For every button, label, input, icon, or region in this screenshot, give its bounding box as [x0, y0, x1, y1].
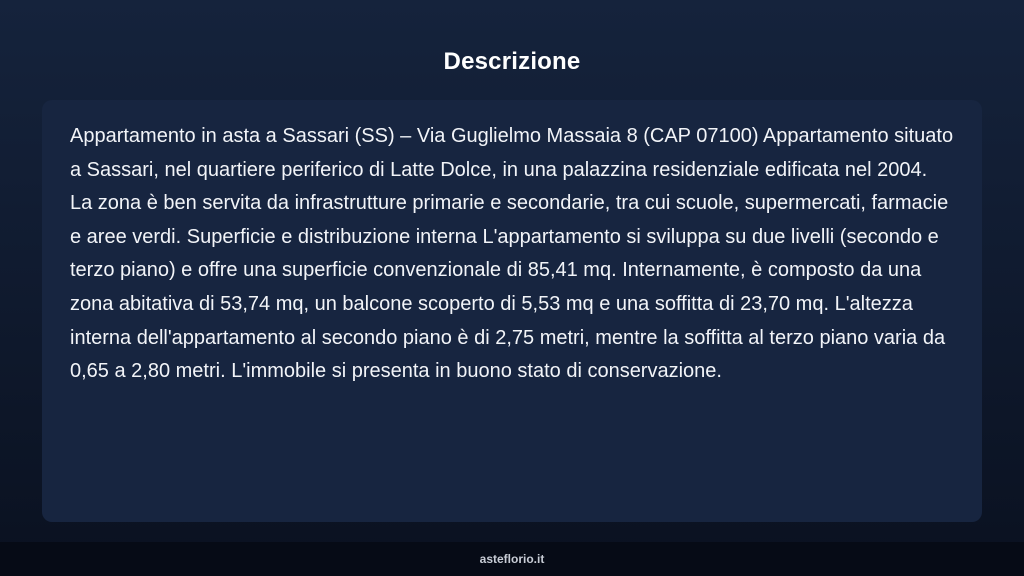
description-text: Appartamento in asta a Sassari (SS) – Via Guglielmo Massaia 8 (CAP 07100) Appartamento situato a Sassari, nel quartiere periferico di Latte Dolce, in una palazzina residenziale edificata nel 2004. La zona è ben servita da infrastrutture primarie e secondarie, tra cui scuole, supermercati, farmacie e aree verdi. Superficie e distribuzione interna L'appartamento si sviluppa su due livelli (secondo e terzo piano) e offre una superficie convenzionale di 85,41 mq. Internamente, è composto da una zona abitativa di 53,74 mq, un balcone scoperto di 5,53 mq e una soffitta di 23,70 mq. L'altezza interna dell'appartamento al secondo piano è di 2,75 metri, mentre la soffitta al terzo piano varia da 0,65 a 2,80 metri. L'immobile si presenta in buono stato di conservazione.	[70, 125, 954, 383]
footer-site-label: asteflorio.it	[479, 552, 545, 566]
footer-bar	[0, 542, 1024, 576]
description-card	[42, 100, 982, 522]
page-title: Descrizione	[443, 48, 581, 75]
